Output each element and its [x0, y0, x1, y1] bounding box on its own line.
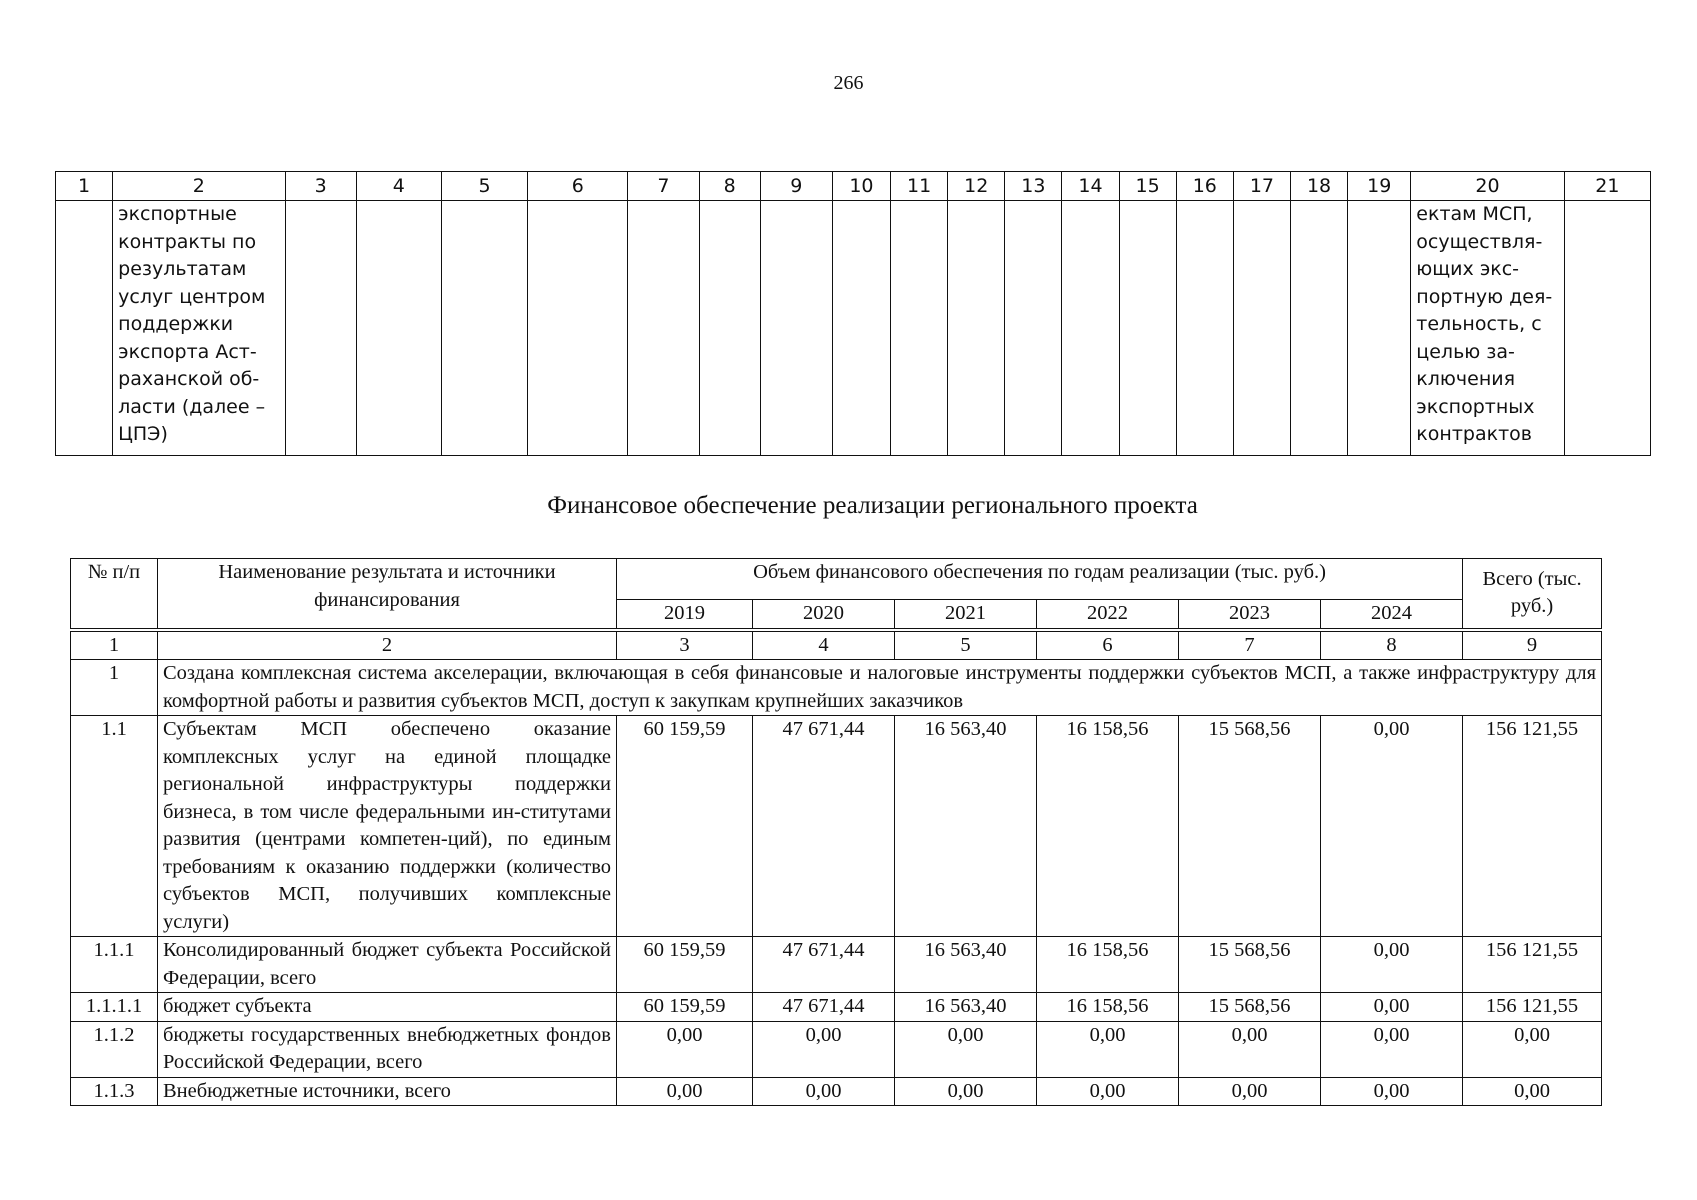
- col-number: 4: [356, 172, 441, 201]
- value-2019: 60 159,59: [617, 716, 753, 937]
- remarks-text-cell: [1411, 201, 1564, 456]
- value-2021: 16 563,40: [895, 993, 1037, 1022]
- header-year: 2023: [1179, 600, 1321, 630]
- value-2024: 0,00: [1321, 937, 1463, 993]
- col-number: 5: [441, 172, 527, 201]
- value-2024: 0,00: [1321, 993, 1463, 1022]
- text-line: поддержки: [118, 313, 234, 335]
- header-year: 2019: [617, 600, 753, 630]
- empty-cell: [832, 201, 890, 456]
- empty-cell: [628, 201, 699, 456]
- text-line: результатам: [118, 258, 247, 280]
- header-year: 2020: [753, 600, 895, 630]
- table-row: [71, 716, 1602, 937]
- value-2020: 0,00: [753, 1077, 895, 1106]
- text-line: экспорта Аст-: [118, 340, 257, 363]
- value-total: 156 121,55: [1463, 993, 1602, 1022]
- group-row: [71, 660, 1602, 716]
- value-total: 156 121,55: [1463, 716, 1602, 937]
- col-number: 21: [1564, 172, 1650, 201]
- group-num: 1: [71, 660, 158, 716]
- col-number: 12: [948, 172, 1005, 201]
- value-2024: 0,00: [1321, 1077, 1463, 1106]
- empty-cell: [948, 201, 1005, 456]
- col-number: 3: [285, 172, 356, 201]
- value-2023: 0,00: [1179, 1021, 1321, 1077]
- continuation-row: [56, 201, 1651, 456]
- row-name: бюджеты государственных внебюджетных фондов Российской Федерации, всего: [158, 1021, 617, 1077]
- row-num: 1.1: [71, 716, 158, 937]
- continuation-table: [55, 171, 1651, 456]
- value-2022: 16 158,56: [1037, 993, 1179, 1022]
- empty-cell: [891, 201, 948, 456]
- value-2020: 47 671,44: [753, 993, 895, 1022]
- empty-cell: [699, 201, 760, 456]
- group-text: Создана комплексная система акселерации, включающая в себя финансовые и налоговые инструменты поддержки субъектов МСП, а также инфраструктуру для комфортной работы и развития субъектов МСП, доступ к закупкам крупнейших заказчиков: [158, 660, 1602, 716]
- empty-cell: [1176, 201, 1233, 456]
- col-number: 16: [1176, 172, 1233, 201]
- text-line: контракты по: [118, 230, 257, 253]
- header-year: 2022: [1037, 600, 1179, 630]
- empty-cell: [1348, 201, 1411, 456]
- text-line: услуг центром: [118, 285, 266, 308]
- col-number: 14: [1062, 172, 1119, 201]
- row-num: 1.1.1.1: [71, 993, 158, 1022]
- empty-cell: [441, 201, 527, 456]
- row-num: 1.1.1: [71, 937, 158, 993]
- col-number: 2: [158, 630, 617, 660]
- empty-cell: [760, 201, 832, 456]
- col-number: 15: [1119, 172, 1176, 201]
- table-row: [71, 1021, 1602, 1077]
- col-number: 18: [1291, 172, 1348, 201]
- col-number: 10: [832, 172, 890, 201]
- col-number: 17: [1233, 172, 1290, 201]
- row-num: 1.1.3: [71, 1077, 158, 1106]
- text-line: ектам МСП,: [1416, 203, 1533, 225]
- value-total: 0,00: [1463, 1021, 1602, 1077]
- empty-cell: [1233, 201, 1290, 456]
- value-2020: 47 671,44: [753, 937, 895, 993]
- text-line: целью за-: [1416, 340, 1515, 363]
- value-2019: 0,00: [617, 1021, 753, 1077]
- indicator-text-cell: [113, 201, 285, 456]
- value-2021: 0,00: [895, 1077, 1037, 1106]
- text-line: портную дея-: [1416, 285, 1553, 308]
- value-2021: 16 563,40: [895, 716, 1037, 937]
- header-year: 2024: [1321, 600, 1463, 630]
- empty-cell: [528, 201, 628, 456]
- col-number: 20: [1411, 172, 1564, 201]
- text-line: раханской об-: [118, 368, 260, 390]
- empty-cell: [1291, 201, 1348, 456]
- value-2021: 0,00: [895, 1021, 1037, 1077]
- value-2023: 0,00: [1179, 1077, 1321, 1106]
- value-2020: 0,00: [753, 1021, 895, 1077]
- header-num: № п/п: [71, 559, 158, 630]
- header-volume: Объем финансового обеспечения по годам реализации (тыс. руб.): [617, 559, 1463, 600]
- empty-cell: [356, 201, 441, 456]
- col-number: 19: [1348, 172, 1411, 201]
- value-2023: 15 568,56: [1179, 993, 1321, 1022]
- row-name: Внебюджетные источники, всего: [158, 1077, 617, 1106]
- text-line: контрактов: [1416, 423, 1532, 445]
- value-total: 0,00: [1463, 1077, 1602, 1106]
- col-number: 7: [628, 172, 699, 201]
- col-number: 9: [760, 172, 832, 201]
- table-row: [71, 993, 1602, 1022]
- value-2019: 60 159,59: [617, 993, 753, 1022]
- section-title: Финансовое обеспечение реализации регионального проекта: [547, 492, 1198, 519]
- header-row: [71, 559, 1602, 600]
- empty-cell: [1005, 201, 1062, 456]
- value-2022: 0,00: [1037, 1021, 1179, 1077]
- row-num: 1.1.2: [71, 1021, 158, 1077]
- col-number: 3: [617, 630, 753, 660]
- col-number: 2: [113, 172, 285, 201]
- col-number: 6: [1037, 630, 1179, 660]
- col-number: 6: [528, 172, 628, 201]
- empty-cell: [56, 201, 113, 456]
- col-number: 13: [1005, 172, 1062, 201]
- value-2023: 15 568,56: [1179, 937, 1321, 993]
- text-line: ласти (далее –: [118, 395, 266, 418]
- empty-cell: [1119, 201, 1176, 456]
- column-number-row: [71, 630, 1602, 660]
- value-2022: 16 158,56: [1037, 937, 1179, 993]
- empty-cell: [1062, 201, 1119, 456]
- text-line: экспортных: [1416, 395, 1535, 418]
- col-number: 5: [895, 630, 1037, 660]
- value-2021: 16 563,40: [895, 937, 1037, 993]
- value-2019: 60 159,59: [617, 937, 753, 993]
- value-2024: 0,00: [1321, 716, 1463, 937]
- value-2022: 16 158,56: [1037, 716, 1179, 937]
- table-row: [71, 937, 1602, 993]
- text-line: ключения: [1416, 368, 1516, 390]
- col-number: 11: [891, 172, 948, 201]
- header-total: Всего (тыс. руб.): [1463, 559, 1602, 630]
- value-2022: 0,00: [1037, 1077, 1179, 1106]
- col-number: 1: [56, 172, 113, 201]
- col-number: 8: [1321, 630, 1463, 660]
- col-number: 8: [699, 172, 760, 201]
- header-name: Наименование результата и источники финансирования: [158, 559, 617, 630]
- column-number-row: [56, 172, 1651, 201]
- row-name: бюджет субъекта: [158, 993, 617, 1022]
- text-line: тельность, с: [1416, 313, 1542, 335]
- value-2020: 47 671,44: [753, 716, 895, 937]
- header-year: 2021: [895, 600, 1037, 630]
- text-line: осуществля-: [1416, 230, 1543, 253]
- value-2023: 15 568,56: [1179, 716, 1321, 937]
- page-number: 266: [833, 72, 864, 94]
- empty-cell: [1564, 201, 1650, 456]
- row-name: Субъектам МСП обеспечено оказание комплексных услуг на единой площадке региональной инфраструктуры поддержки бизнеса, в том числе федеральными ин-ститутами развития (центрами компетен-ций), по единым требованиям к оказанию поддержки (количество субъектов МСП, получивших комплексные услуги): [158, 716, 617, 937]
- col-number: 9: [1463, 630, 1602, 660]
- table-row: [71, 1077, 1602, 1106]
- col-number: 7: [1179, 630, 1321, 660]
- value-total: 156 121,55: [1463, 937, 1602, 993]
- text-line: ющих экс-: [1416, 258, 1520, 280]
- value-2024: 0,00: [1321, 1021, 1463, 1077]
- text-line: экспортные: [118, 203, 237, 225]
- row-name: Консолидированный бюджет субъекта Российской Федерации, всего: [158, 937, 617, 993]
- empty-cell: [285, 201, 356, 456]
- value-2019: 0,00: [617, 1077, 753, 1106]
- text-line: ЦПЭ): [118, 423, 168, 445]
- col-number: 1: [71, 630, 158, 660]
- col-number: 4: [753, 630, 895, 660]
- finance-table: [70, 558, 1602, 1106]
